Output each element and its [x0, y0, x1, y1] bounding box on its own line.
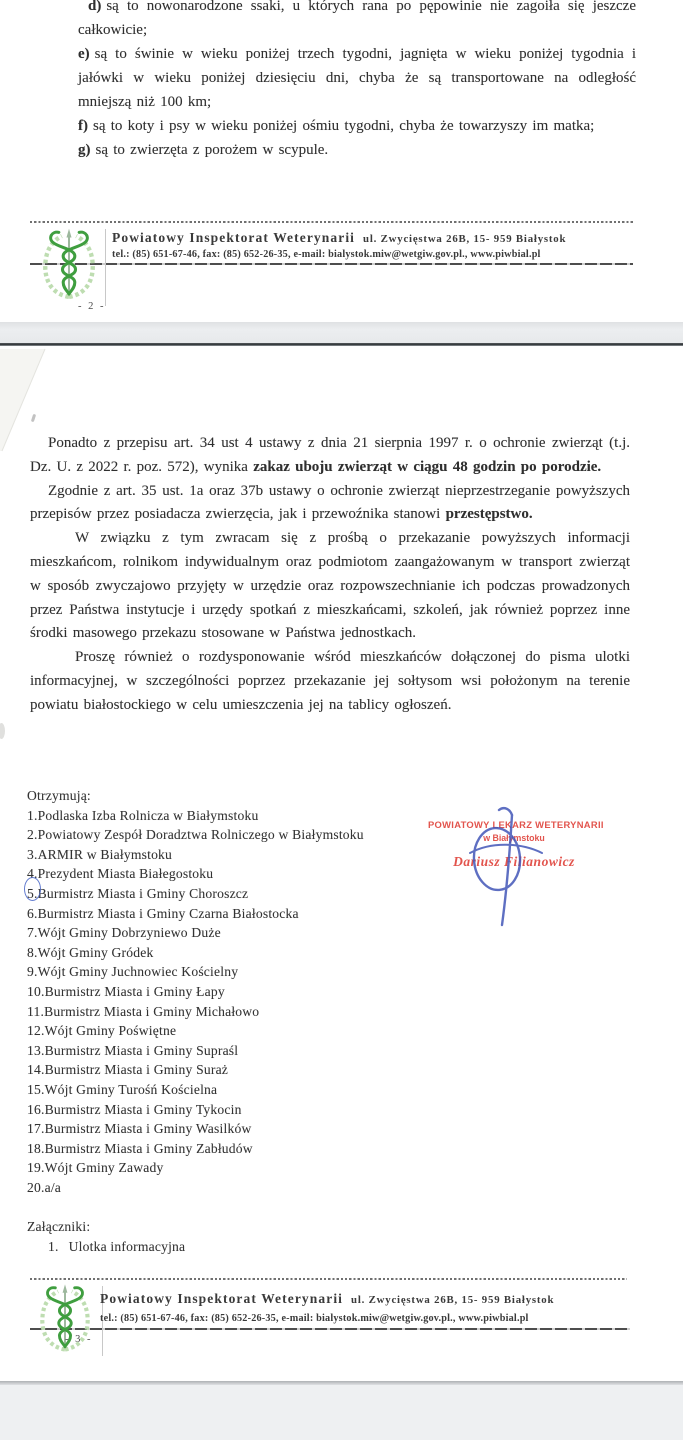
pen-circle-annotation: [24, 877, 41, 901]
stamp-signatory-name: Dariusz Filianowicz: [453, 854, 575, 869]
paragraph-bold-text: zakaz uboju zwierząt w ciągu 48 godzin po porodzie.: [253, 458, 602, 475]
footer-top-rule: [30, 221, 633, 223]
recipient-item: 4.Prezydent Miasta Białegostoku: [27, 866, 214, 882]
paragraph: [30, 480, 630, 528]
recipient-item: 17.Burmistrz Miasta i Gminy Wasilków: [27, 1121, 252, 1137]
footer-bottom-rule: [30, 263, 633, 265]
recipient-item: 14.Burmistrz Miasta i Gminy Suraż: [27, 1062, 229, 1078]
recipient-item: 12.Wójt Gminy Poświętne: [27, 1023, 177, 1039]
paragraph: [30, 646, 630, 717]
recipient-item: 5.Burmistrz Miasta i Gminy Choroszcz: [27, 885, 249, 901]
footer-address: ul. Zwycięstwa 26B, 15- 959 Białystok: [363, 233, 567, 245]
page-number: - 2 -: [78, 301, 106, 312]
footer-contact-line: tel.: (85) 651-67-46, fax: (85) 652-26-35, e-mail: bialystok.miw@wetgiw.gov.pl., www.piwbial.pl: [100, 1313, 529, 1324]
recipient-item: 8.Wójt Gminy Gródek: [27, 944, 154, 960]
list-item-e: [78, 42, 636, 114]
stamp-location: w Białymstoku: [483, 833, 545, 843]
recipient-item: 1.Podlaska Izba Rolnicza w Białymstoku: [27, 807, 259, 823]
viewer-background: [0, 1385, 683, 1440]
paragraph-text: Proszę również o rozdysponowanie wśród mieszkańców dołączonej do pisma ulotki informacyjnej, w szczególności poprzez przekazanie jej sołtysom wsi położonym na terenie powiatu białostockiego w celu umieszczenia jej na tablicy ogłoszeń.: [30, 649, 630, 713]
paragraph-bold-text: przestępstwo.: [445, 506, 533, 523]
list-item-g: [78, 138, 636, 162]
footer-contact-line: tel.: (85) 651-67-46, fax: (85) 652-26-35, e-mail: bialystok.miw@wetgiw.gov.pl., www.piwbial.pl: [112, 249, 541, 260]
scan-speck-artifact: [0, 723, 5, 739]
footer-top-rule: [30, 1278, 627, 1280]
recipient-item: 9.Wójt Gminy Juchnowiec Kościelny: [27, 964, 239, 980]
recipient-item: 15.Wójt Gminy Turośń Kościelna: [27, 1081, 218, 1097]
attachments-list: [27, 1237, 327, 1257]
list-item-text: są to nowonarodzone ssaki, u których rana po pępowinie nie zagoiła się jeszcze całkowicie;: [78, 0, 636, 38]
page-gap-edge: [0, 343, 683, 346]
recipient-item: 7.Wójt Gminy Dobrzyniewo Duże: [27, 925, 221, 941]
paragraph-text: Zgodnie z art. 35 ust. 1a oraz 37b ustawy o ochronie zwierząt nieprzestrzeganie powyższych przepisów przez posiadacza zwierzęcia, jak i przewoźnika stanowi: [30, 482, 630, 523]
recipient-item: 11.Burmistrz Miasta i Gminy Michałowo: [27, 1003, 260, 1019]
list-item-label: g): [78, 142, 91, 158]
recipient-item: 18.Burmistrz Miasta i Gminy Zabłudów: [27, 1140, 253, 1156]
recipient-item: 2.Powiatowy Zespół Doradztwa Rolniczego w Białymstoku: [27, 827, 364, 843]
paragraph: [30, 432, 630, 480]
attachments-header: Załączniki:: [27, 1219, 91, 1234]
footer-org-name: Powiatowy Inspektorat Weterynarii: [112, 230, 356, 245]
list-item-label: d): [88, 0, 102, 14]
attachment-item: [48, 1237, 327, 1257]
list-item-text: są to koty i psy w wieku poniżej ośmiu tygodni, chyba że towarzyszy im matka;: [93, 118, 595, 134]
footer-org-line: [100, 1291, 554, 1307]
list-item-text: są to świnie w wieku poniżej trzech tygodni, jagnięta w wieku poniżej tygodnia i jałówki w wieku poniżej dziesięciu dni, chyba że są transportowane na odległość mniejszą niż 100 km;: [78, 46, 636, 110]
page-gap: [0, 322, 683, 343]
attachment-text: Ulotka informacyjna: [68, 1238, 186, 1254]
attachment-number: 1.: [48, 1238, 59, 1254]
recipients-header: Otrzymują:: [27, 788, 91, 803]
footer-bottom-rule: [30, 1328, 630, 1330]
paragraph: [30, 527, 630, 646]
list-item-label: e): [78, 46, 90, 62]
recipient-item: 13.Burmistrz Miasta i Gminy Supraśl: [27, 1042, 239, 1058]
recipient-item: 19.Wójt Gminy Zawady: [27, 1160, 164, 1176]
handwritten-signature: [450, 803, 560, 933]
page3-body-text: [30, 432, 630, 718]
footer-divider: [105, 229, 106, 306]
recipient-item: 20.a/a: [27, 1179, 62, 1195]
page-number: - 3 -: [65, 1334, 93, 1345]
footer-address: ul. Zwycięstwa 26B, 15- 959 Białystok: [351, 1294, 555, 1306]
vet-caduceus-icon: [40, 226, 98, 304]
paragraph-text: Ponadto z przepisu art. 34 ust 4 ustawy z dnia 21 sierpnia 1997 r. o ochronie zwierząt (t.j. Dz. U. z 2022 r. poz. 572), wynika: [30, 435, 630, 475]
recipients-list: [27, 806, 427, 1198]
list-item-d: [78, 0, 636, 42]
stamp-title: POWIATOWY LEKARZ WETERYNARII: [428, 819, 604, 830]
list-item-label: f): [78, 118, 88, 134]
recipient-item: 16.Burmistrz Miasta i Gminy Tykocin: [27, 1101, 242, 1117]
recipients-block: [27, 786, 427, 1197]
list-item-text: są to zwierzęta z porożem w scypule.: [95, 142, 329, 158]
footer-org-name: Powiatowy Inspektorat Weterynarii: [100, 1291, 344, 1306]
recipient-item: 10.Burmistrz Miasta i Gminy Łapy: [27, 983, 225, 999]
page2-body-text: [78, 0, 636, 162]
recipient-item: 3.ARMIR w Białymstoku: [27, 846, 173, 862]
list-item-f: [78, 114, 636, 138]
attachments-block: [27, 1217, 327, 1256]
footer-org-line: [112, 230, 566, 246]
paragraph-text: W związku z tym zwracam się z prośbą o przekazanie powyższych informacji mieszkańcom, rolnikom indywidualnym oraz podmiotom zaangażowanym w transport zwierząt w sposób zwyczajowo przyjęty w urzędzie oraz rozpowszechnianie ich podczas prowadzonych przez Państwa instytucje i urzędy spotkań z mieszkańcami, szkoleń, jak również poprzez inne środki masowego przekazu stosowane w Państwa jednostkach.: [30, 530, 630, 642]
recipient-item: 6.Burmistrz Miasta i Gminy Czarna Białostocka: [27, 905, 299, 921]
